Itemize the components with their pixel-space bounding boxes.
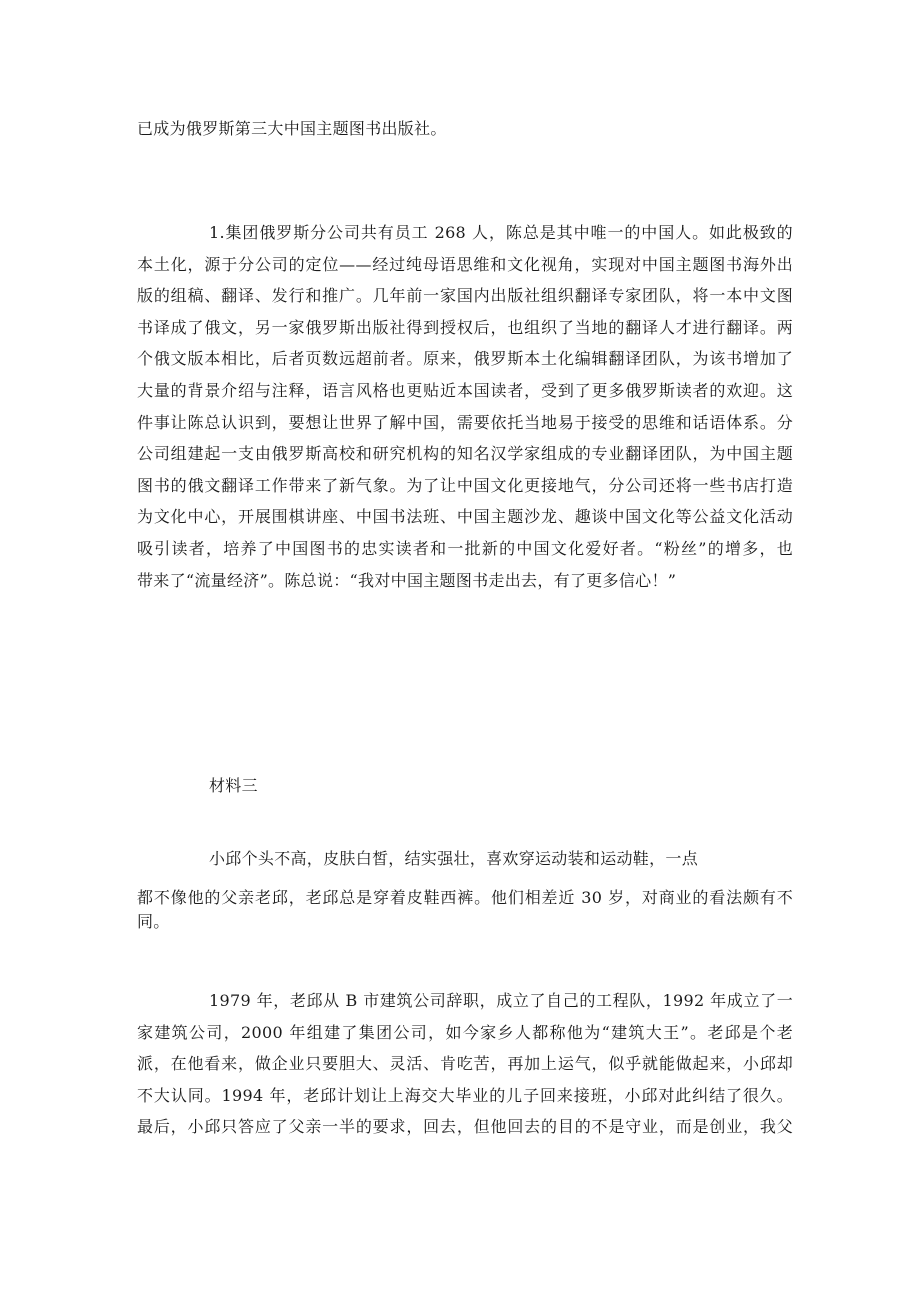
paragraph-line: 家建筑公司，2000 年组建了集团公司，如今家乡人都称他为“建筑大王”。老邱是个老 [137,1022,793,1042]
paragraph-line: 公司组建起一支由俄罗斯高校和研究机构的知名汉学家组成的专业翻译团队，为中国主题 [137,444,793,464]
paragraph-line: 不大认同。1994 年，老邱计划让上海交大毕业的儿子回来接班，小邱对此纠结了很久。 [137,1085,793,1105]
paragraph-line: 本土化，源于分公司的定位——经过纯母语思维和文化视角，实现对中国主题图书海外出 [137,254,793,274]
paragraph-line: 最后，小邱只答应了父亲一半的要求，回去，但他回去的目的不是守业，而是创业，我父 [137,1117,793,1137]
paragraph-line: 带来了“流量经济”。陈总说：“我对中国主题图书走出去，有了更多信心！” [137,570,677,590]
paragraph-line: 个俄文版本相比，后者页数远超前者。原来，俄罗斯本土化编辑翻译团队，为该书增加了 [137,349,793,369]
paragraph-line: 为文化中心，开展围棋讲座、中国书法班、中国主题沙龙、趣谈中国文化等公益文化活动 [137,507,793,527]
paragraph-line: 1.集团俄罗斯分公司共有员工 268 人，陈总是其中唯一的中国人。如此极致的 [209,223,793,242]
paragraph-line: 1979 年，老邱从 B 市建筑公司辞职，成立了自己的工程队，1992 年成立了一 [209,991,793,1010]
paragraph-line: 图书的俄文翻译工作带来了新气象。为了让中国文化更接地气，分公司还将一些书店打造 [137,475,793,495]
paragraph-line: 都不像他的父亲老邱，老邱总是穿着皮鞋西裤。他们相差近 30 岁，对商业的看法颇有不 [137,888,793,907]
paragraph-line: 吸引读者，培养了中国图书的忠实读者和一批新的中国文化爱好者。“粉丝”的增多，也 [137,538,793,558]
paragraph-line: 书译成了俄文，另一家俄罗斯出版社得到授权后，也组织了当地的翻译人才进行翻译。两 [137,317,793,337]
paragraph-line: 派，在他看来，做企业只要胆大、灵活、肯吃苦，再加上运气，似乎就能做起来，小邱却 [137,1054,793,1074]
paragraph-line: 件事让陈总认识到，要想让世界了解中国，需要依托当地易于接受的思维和话语体系。分 [137,412,793,432]
paragraph-3 [137,985,793,1143]
intro-line: 已成为俄罗斯第三大中国主题图书出版社。 [137,119,447,138]
paragraph-line: 大量的背景介绍与注释，语言风格也更贴近本国读者，受到了更多俄罗斯读者的欢迎。这 [137,380,793,400]
paragraph-1 [137,217,793,596]
paragraph-line: 版的组稿、翻译、发行和推广。几年前一家国内出版社组织翻译专家团队，将一本中文图 [137,286,793,306]
paragraph-2 [137,886,793,934]
section-heading: 材料三 [209,776,258,795]
paragraph-2-first-line: 小邱个头不高，皮肤白皙，结实强壮，喜欢穿运动装和运动鞋，一点 [209,849,699,868]
paragraph-line: 同。 [137,912,170,931]
